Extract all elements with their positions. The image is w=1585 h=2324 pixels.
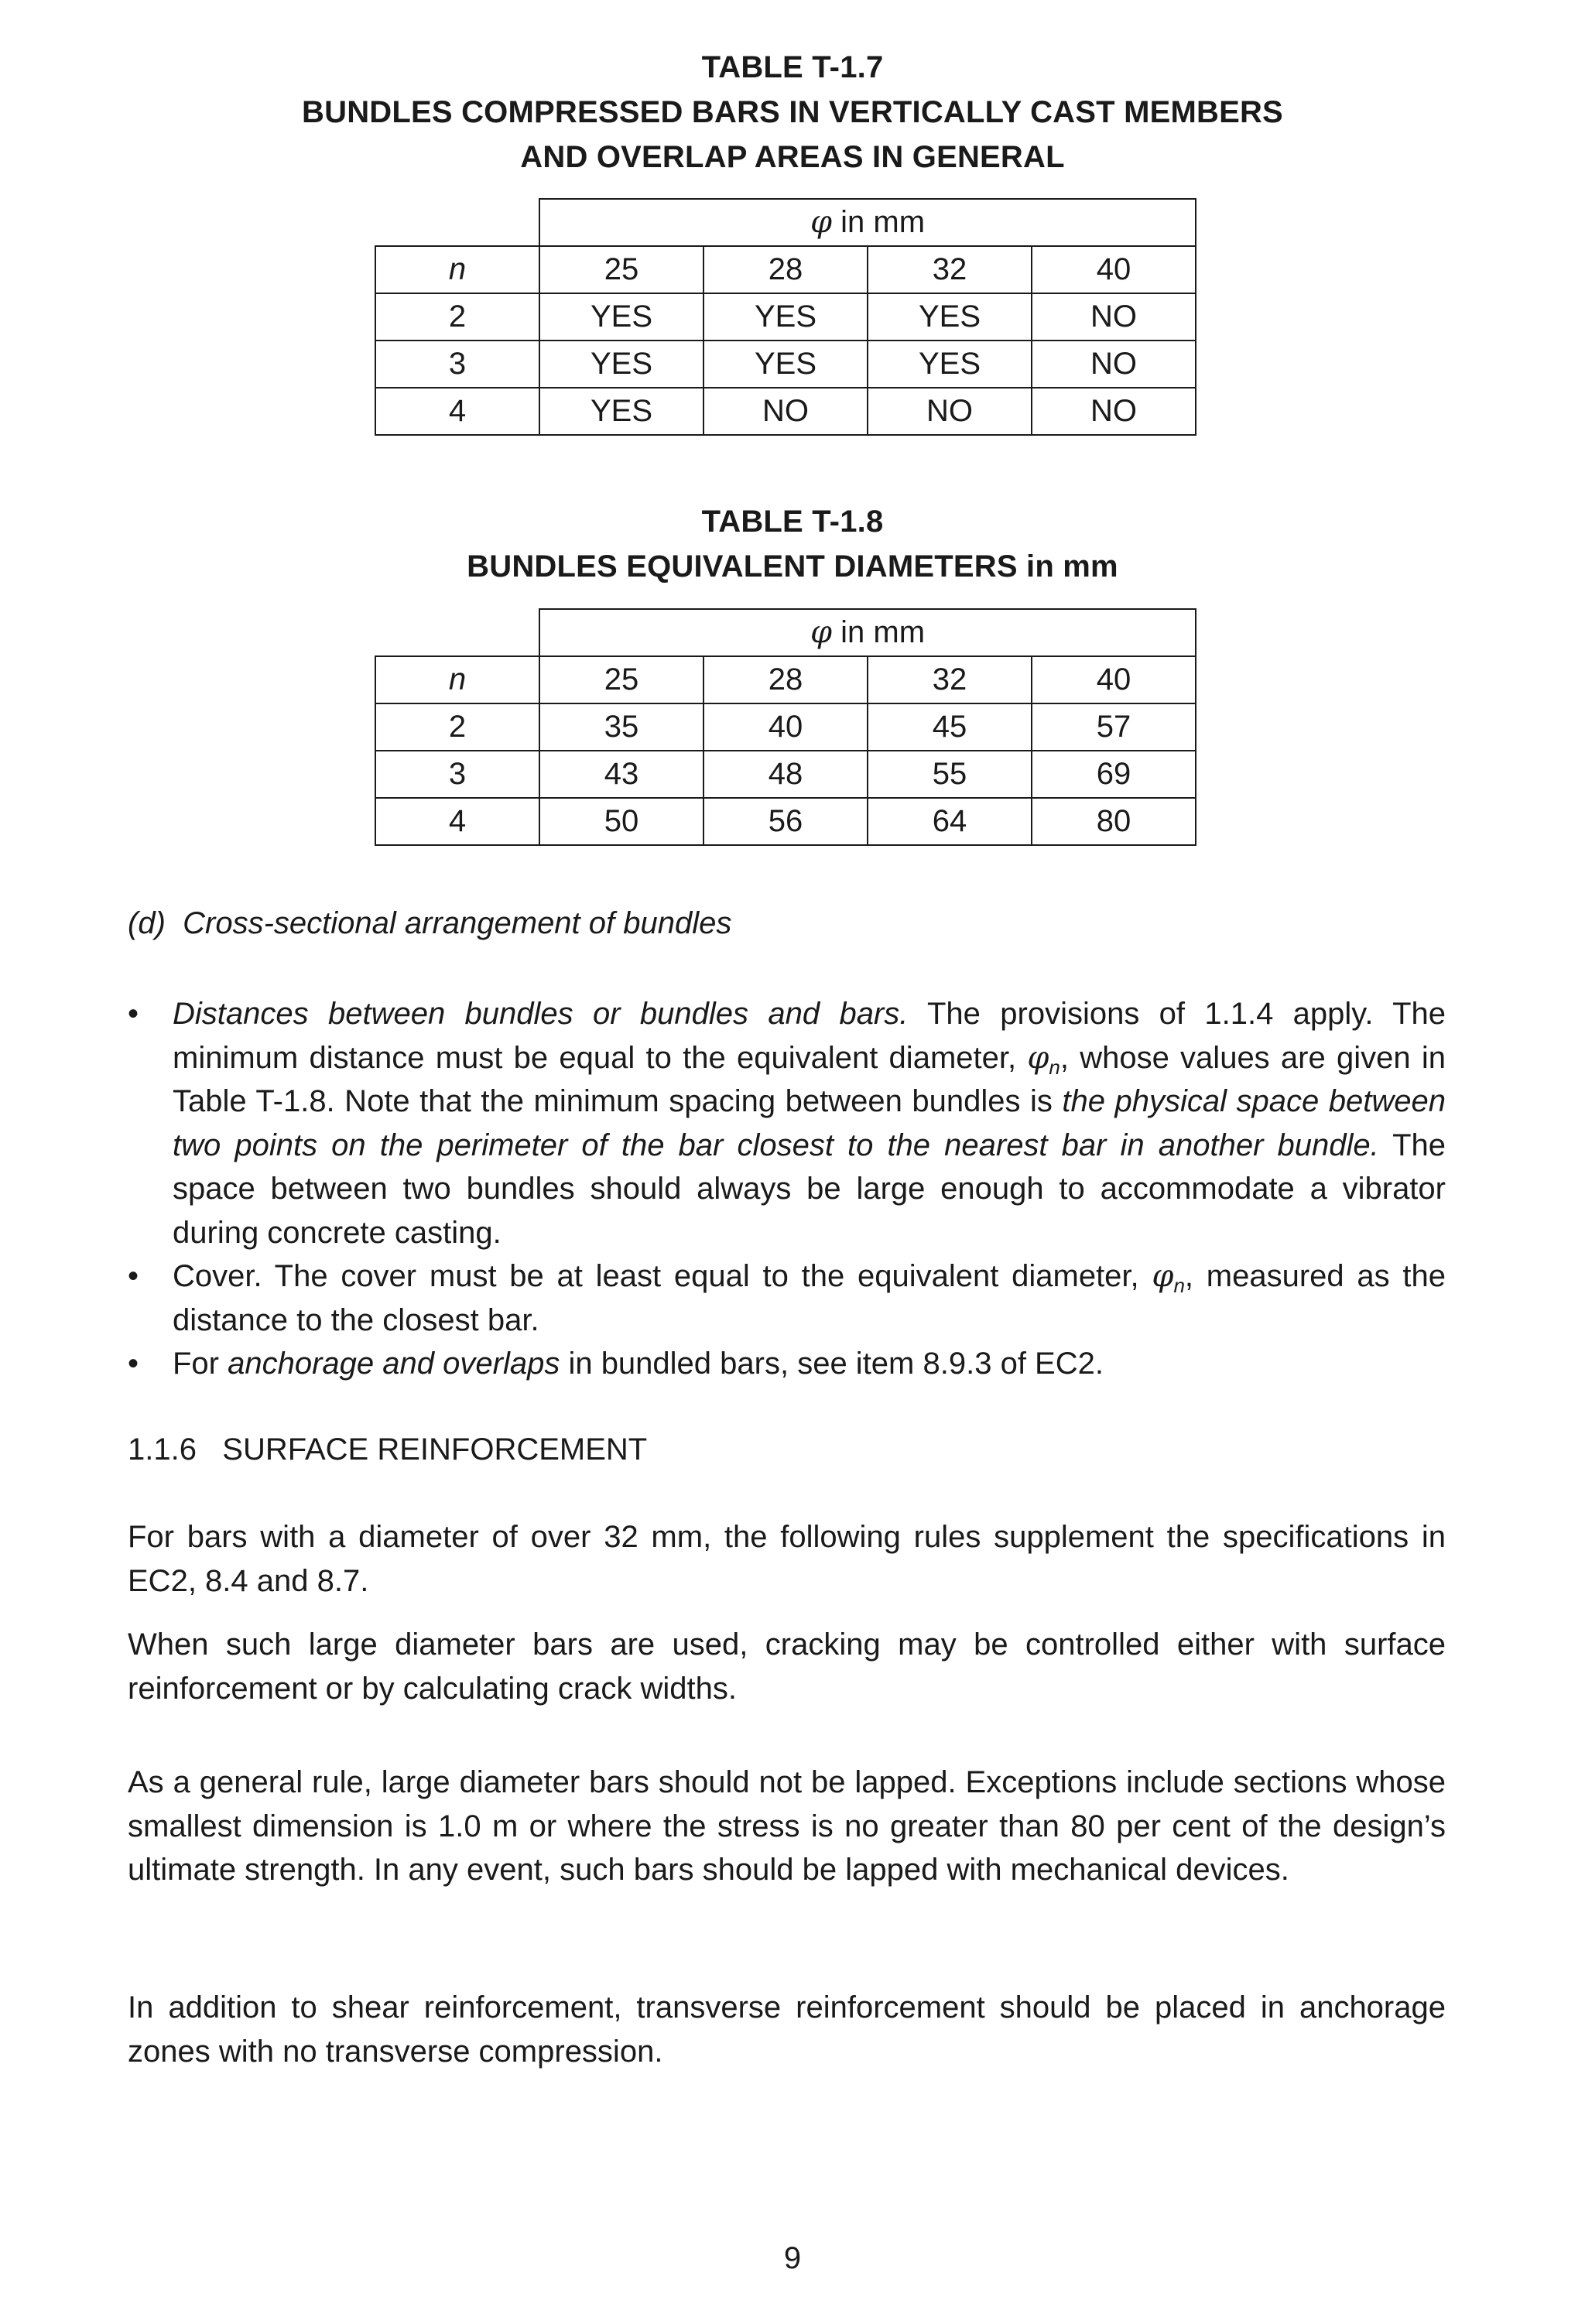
table-cell: 45: [868, 703, 1032, 751]
table-t17: [375, 198, 1196, 436]
bullet-icon: •: [128, 1347, 139, 1381]
table-t18-phi-header: [539, 609, 1196, 656]
bullet1-italic: the physical space between two points on the perimeter of the bar closest to the nearest bar in another bundle.: [173, 1084, 1446, 1162]
table-cell: 57: [1032, 703, 1196, 751]
table-row: [375, 293, 1196, 341]
table-t17-col-40: 40: [1032, 246, 1196, 293]
bullet3-italic: anchorage and overlaps: [228, 1347, 560, 1381]
paragraph-4: In addition to shear reinforcement, transverse reinforcement should be placed in anchorage zones with no transverse compression.: [128, 1990, 1446, 2069]
table-t18-row-n: 2: [375, 703, 539, 751]
table-cell: 56: [703, 798, 868, 845]
table-t17-number: TABLE T-1.7: [701, 50, 884, 84]
table-cell: 48: [703, 751, 868, 798]
list-item: [128, 1254, 1446, 1342]
table-t17-col-25: 25: [539, 246, 703, 293]
table-t17-caption: [0, 45, 1585, 180]
table-t18-n-label: n: [375, 656, 539, 703]
page-number: 9: [783, 2241, 802, 2275]
table-t17-row-n: 3: [375, 341, 539, 388]
bullet3-text1: For: [173, 1347, 228, 1381]
table-cell: 55: [868, 751, 1032, 798]
table-cell: NO: [868, 388, 1032, 435]
table-t18-number: TABLE T-1.8: [701, 505, 884, 539]
table-cell: 43: [539, 751, 703, 798]
table-t17-row-n: 4: [375, 388, 539, 435]
table-cell: YES: [868, 341, 1032, 388]
table-cell: YES: [539, 293, 703, 341]
table-row: [375, 341, 1196, 388]
table-cell: YES: [703, 293, 868, 341]
table-t17-row-n: 2: [375, 293, 539, 341]
table-t18-caption: [0, 499, 1585, 589]
phi-subscript: n: [1173, 1274, 1185, 1297]
paragraph-2: When such large diameter bars are used, cracking may be controlled either with surface reinforcement or by calculating crack widths.: [128, 1627, 1446, 1706]
table-t18-header-row: [375, 609, 1196, 656]
table-t17-column-row: [375, 246, 1196, 293]
table-t17-col-28: 28: [703, 246, 868, 293]
table-cell: 69: [1032, 751, 1196, 798]
table-cell: YES: [539, 341, 703, 388]
table-t18: [375, 608, 1196, 846]
table-cell: YES: [539, 388, 703, 435]
table-t17-title-line2: AND OVERLAP AREAS IN GENERAL: [520, 140, 1065, 174]
table-t18-title: BUNDLES EQUIVALENT DIAMETERS in mm: [467, 549, 1118, 584]
table-t17-title-line1: BUNDLES COMPRESSED BARS IN VERTICALLY CAST MEMBERS: [302, 95, 1283, 129]
table-t18-col-40: 40: [1032, 656, 1196, 703]
paragraph-1: For bars with a diameter of over 32 mm, the following rules supplement the specifications in EC2, 8.4 and 8.7.: [128, 1520, 1446, 1598]
phi-header-text: in mm: [832, 615, 926, 649]
list-item: [128, 992, 1446, 1254]
table-t17-header-row: [375, 199, 1196, 246]
table-t18-col-28: 28: [703, 656, 868, 703]
table-t17-n-label: n: [375, 246, 539, 293]
table-t18-row-n: 4: [375, 798, 539, 845]
phi-symbol: φ: [810, 614, 833, 650]
table-t17-phi-header: [539, 199, 1196, 246]
phi-subscript: n: [1049, 1055, 1060, 1079]
phi-symbol: φ: [1152, 1258, 1174, 1294]
bullet3-text2: in bundled bars, see item 8.9.3 of EC2.: [560, 1347, 1104, 1381]
table-cell: NO: [703, 388, 868, 435]
table-row: [375, 798, 1196, 845]
table-cell: YES: [703, 341, 868, 388]
table-cell: 50: [539, 798, 703, 845]
phi-symbol: φ: [810, 204, 833, 240]
table-t18-col-32: 32: [868, 656, 1032, 703]
table-t17-corner: [375, 199, 539, 246]
table-row: [375, 703, 1196, 751]
bullet1-text1: The provisions of 1.1.4 apply. The minimum distance must be equal to the equivalent diameter,: [173, 997, 1446, 1075]
table-t18-col-25: 25: [539, 656, 703, 703]
table-cell: 40: [703, 703, 868, 751]
table-t17-col-32: 32: [868, 246, 1032, 293]
table-cell: 35: [539, 703, 703, 751]
table-row: [375, 751, 1196, 798]
table-cell: NO: [1032, 341, 1196, 388]
phi-symbol: φ: [1027, 1039, 1049, 1076]
bullet2-text1: Cover. The cover must be at least equal to the equivalent diameter,: [173, 1259, 1152, 1293]
bullet-icon: •: [128, 1259, 139, 1293]
table-cell: 80: [1032, 798, 1196, 845]
bullet1-text3: The space between two bundles should always be large enough to accommodate a vibrator during concrete casting.: [173, 1128, 1446, 1250]
bullet-icon: •: [128, 997, 139, 1031]
table-t18-corner: [375, 609, 539, 656]
bullet1-lead: Distances between bundles or bundles and bars.: [173, 997, 909, 1031]
table-t18-row-n: 3: [375, 751, 539, 798]
bullet1-text2: , whose values are given in Table T-1.8. Note that the minimum spacing between bundles is: [173, 1040, 1446, 1118]
table-row: [375, 388, 1196, 435]
list-item: [128, 1342, 1446, 1386]
table-t18-column-row: [375, 656, 1196, 703]
bullet2-text2: , measured as the distance to the closest bar.: [173, 1259, 1446, 1337]
subsection-d-title: (d) Cross-sectional arrangement of bundles: [128, 906, 732, 940]
section-heading: 1.1.6 SURFACE REINFORCEMENT: [128, 1432, 648, 1467]
bullet-list: [128, 992, 1446, 1386]
table-cell: NO: [1032, 388, 1196, 435]
phi-header-text: in mm: [832, 205, 926, 239]
paragraph-3: As a general rule, large diameter bars should not be lapped. Exceptions include sections whose smallest dimension is 1.0 m or where the stress is no greater than 80 per cent of the design’s ultimate strength. In any event, such bars should be lapped with mechanical devices.: [128, 1765, 1446, 1887]
table-cell: YES: [868, 293, 1032, 341]
table-cell: NO: [1032, 293, 1196, 341]
table-cell: 64: [868, 798, 1032, 845]
